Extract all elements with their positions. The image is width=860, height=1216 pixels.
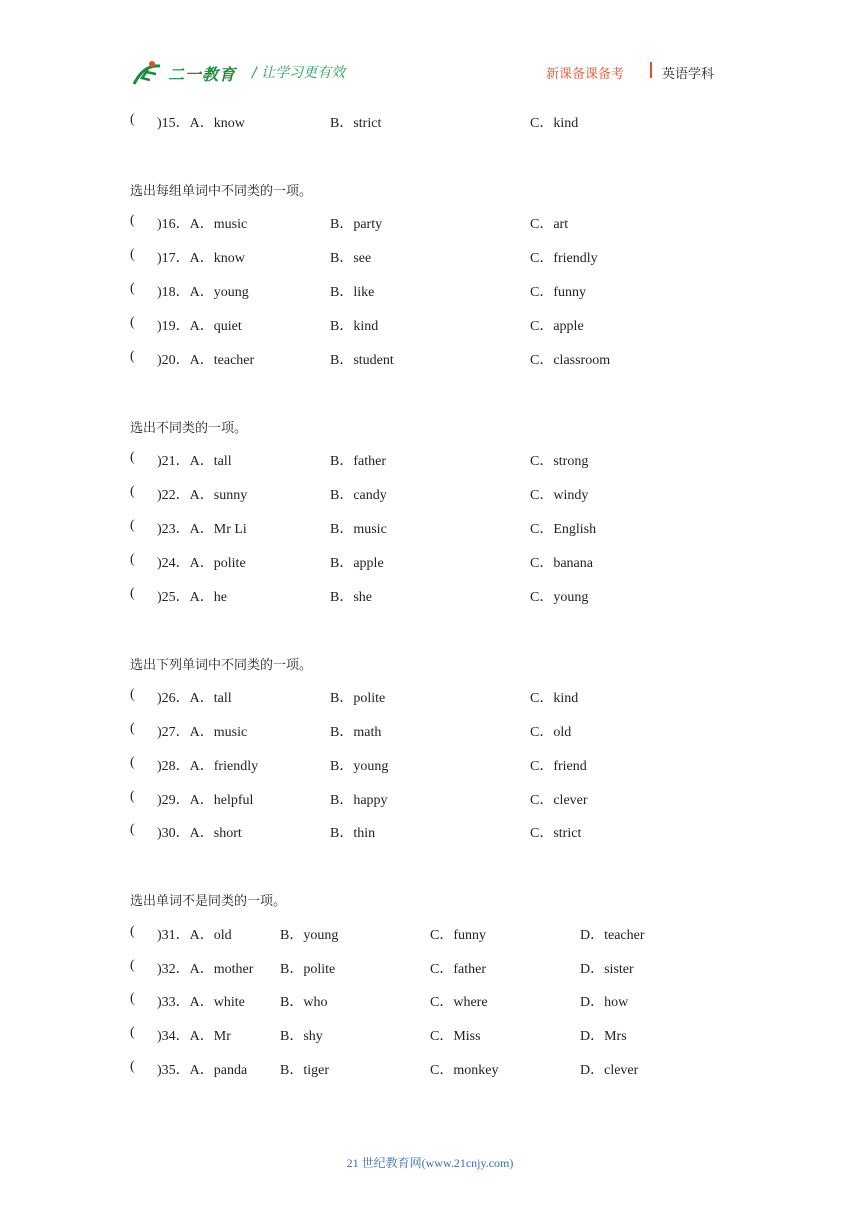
option-a: )34．A．Mr — [157, 1029, 231, 1044]
option-b: B．young — [330, 759, 389, 774]
option-c: C．strong — [530, 454, 589, 469]
option-b: B．student — [330, 353, 394, 368]
option-c: C．kind — [530, 116, 579, 131]
option-a: )31．A．old — [157, 928, 232, 943]
option-c: C．art — [530, 217, 569, 232]
option-c: C．classroom — [530, 353, 611, 368]
option-a: )20．A．teacher — [157, 353, 255, 368]
option-c: C．kind — [530, 691, 579, 706]
option-c: C．apple — [530, 319, 584, 334]
option-c: C．funny — [530, 285, 586, 300]
option-b: B．music — [330, 522, 387, 537]
option-b: B．candy — [330, 488, 387, 503]
option-b: B．like — [330, 285, 375, 300]
option-c: C．friendly — [530, 251, 598, 266]
option-a: )33．A．white — [157, 995, 245, 1010]
option-a: )22．A．sunny — [157, 488, 248, 503]
option-a: )28．A．friendly — [157, 759, 259, 774]
option-b: B．see — [330, 251, 372, 266]
section-title-4: 选出单词不是同类的一项。 — [130, 894, 287, 909]
option-c: C．friend — [530, 759, 587, 774]
answer-paren[interactable]: ( — [130, 518, 135, 533]
option-d: D．teacher — [580, 928, 645, 943]
answer-paren[interactable]: ( — [130, 958, 135, 973]
question-row-31 — [0, 924, 860, 944]
answer-paren[interactable]: ( — [130, 687, 135, 702]
answer-paren[interactable]: ( — [130, 1025, 135, 1040]
option-b: B．thin — [330, 826, 376, 841]
question-row-22 — [0, 484, 860, 504]
option-a: )30．A．short — [157, 826, 242, 841]
header-slogan: / 让学习更有效 — [252, 65, 346, 81]
option-a: )17．A．know — [157, 251, 245, 266]
answer-paren[interactable]: ( — [130, 315, 135, 330]
answer-paren[interactable]: ( — [130, 586, 135, 601]
page-footer[interactable]: 21 世纪教育网(www.21cnjy.com) — [346, 1156, 514, 1170]
question-row-21 — [0, 450, 860, 470]
question-row-19 — [0, 315, 860, 335]
section-title-1: 选出每组单词中不同类的一项。 — [130, 184, 313, 199]
option-c: C．old — [530, 725, 572, 740]
question-row-16 — [0, 213, 860, 233]
option-a: )19．A．quiet — [157, 319, 242, 334]
option-b: B．happy — [330, 793, 388, 808]
option-c: C．strict — [530, 826, 582, 841]
answer-paren[interactable]: ( — [130, 1059, 135, 1074]
option-d: D．Mrs — [580, 1029, 627, 1044]
answer-paren[interactable]: ( — [130, 450, 135, 465]
option-a: )23．A．Mr Li — [157, 522, 247, 537]
question-row-25 — [0, 586, 860, 606]
option-d: D．sister — [580, 962, 634, 977]
option-b: B．strict — [330, 116, 382, 131]
question-row-26 — [0, 687, 860, 707]
section-title-2: 选出不同类的一项。 — [130, 421, 248, 436]
answer-paren[interactable]: ( — [130, 213, 135, 228]
question-row-15 — [0, 112, 860, 132]
option-a: )21．A．tall — [157, 454, 232, 469]
option-c: C．English — [530, 522, 597, 537]
option-b: B．math — [330, 725, 382, 740]
option-b: B．father — [330, 454, 386, 469]
header-right-title: 新课备课备考 — [546, 67, 625, 82]
option-c: C．banana — [530, 556, 593, 571]
option-d: D．clever — [580, 1063, 639, 1078]
option-c: C．Miss — [430, 1029, 481, 1044]
option-a: )24．A．polite — [157, 556, 246, 571]
answer-paren[interactable]: ( — [130, 789, 135, 804]
option-c: C．windy — [530, 488, 589, 503]
option-b: B．apple — [330, 556, 384, 571]
option-b: B．kind — [330, 319, 379, 334]
question-row-20 — [0, 349, 860, 369]
question-row-28 — [0, 755, 860, 775]
answer-paren[interactable]: ( — [130, 721, 135, 736]
option-a: )15．A．know — [157, 116, 245, 131]
question-row-30 — [0, 822, 860, 842]
question-row-33 — [0, 991, 860, 1011]
option-c: C．father — [430, 962, 486, 977]
option-a: )16．A．music — [157, 217, 248, 232]
option-b: B．party — [330, 217, 383, 232]
option-b: B．polite — [330, 691, 386, 706]
option-d: D．how — [580, 995, 629, 1010]
answer-paren[interactable]: ( — [130, 247, 135, 262]
answer-paren[interactable]: ( — [130, 822, 135, 837]
section-title-3: 选出下列单词中不同类的一项。 — [130, 658, 313, 673]
answer-paren[interactable]: ( — [130, 349, 135, 364]
option-b: B．tiger — [280, 1063, 329, 1078]
header-divider — [650, 62, 652, 78]
option-a: )27．A．music — [157, 725, 248, 740]
option-a: )18．A．young — [157, 285, 249, 300]
page-header — [0, 0, 860, 100]
question-row-23 — [0, 518, 860, 538]
answer-paren[interactable]: ( — [130, 924, 135, 939]
logo-text: 二一教育 — [168, 65, 237, 84]
option-c: C．clever — [530, 793, 588, 808]
question-row-17 — [0, 247, 860, 267]
option-b: B．polite — [280, 962, 336, 977]
option-c: C．monkey — [430, 1063, 499, 1078]
option-a: )35．A．panda — [157, 1063, 248, 1078]
question-row-29 — [0, 789, 860, 809]
answer-paren[interactable]: ( — [130, 552, 135, 567]
question-row-18 — [0, 281, 860, 301]
option-c: C．funny — [430, 928, 486, 943]
question-row-32 — [0, 958, 860, 978]
answer-paren[interactable]: ( — [130, 112, 135, 127]
option-c: C．where — [430, 995, 488, 1010]
option-a: )32．A．mother — [157, 962, 254, 977]
option-b: B．shy — [280, 1029, 323, 1044]
option-a: )25．A．he — [157, 590, 227, 605]
question-row-24 — [0, 552, 860, 572]
option-b: B．who — [280, 995, 328, 1010]
header-subject: 英语学科 — [662, 67, 715, 82]
option-c: C．young — [530, 590, 589, 605]
option-b: B．young — [280, 928, 339, 943]
option-a: )29．A．helpful — [157, 793, 254, 808]
question-row-27 — [0, 721, 860, 741]
question-row-34 — [0, 1025, 860, 1045]
answer-paren[interactable]: ( — [130, 281, 135, 296]
option-b: B．she — [330, 590, 372, 605]
answer-paren[interactable]: ( — [130, 991, 135, 1006]
question-row-35 — [0, 1059, 860, 1079]
answer-paren[interactable]: ( — [130, 755, 135, 770]
option-a: )26．A．tall — [157, 691, 232, 706]
answer-paren[interactable]: ( — [130, 484, 135, 499]
